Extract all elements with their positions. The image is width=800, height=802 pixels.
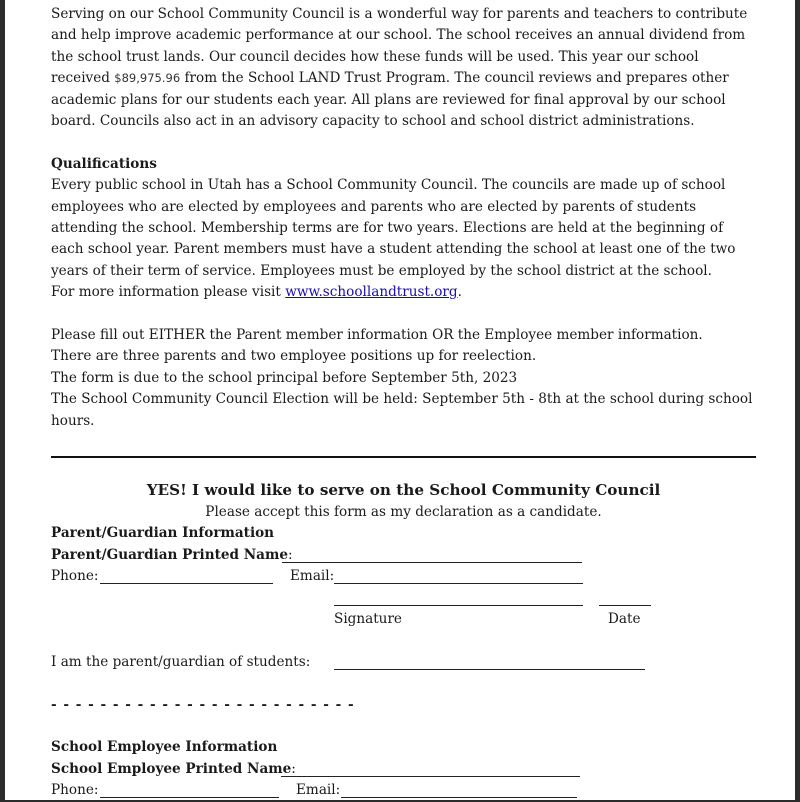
signature-label: Signature — [334, 610, 402, 627]
employee-contact-row — [51, 780, 756, 801]
school-land-trust-link[interactable]: www.schoollandtrust.org — [285, 284, 458, 301]
intro-text-a: Serving on our School Community Council is a wonderful way for parents and teachers to contribute and help improve academic performance at our school. The school receives an annual dividend from the school trust lands. Our council decides how these funds will be used. This year our school received — [51, 6, 748, 87]
parent-signature-field[interactable] — [334, 591, 583, 606]
parent-phone-label: Phone: — [51, 568, 99, 585]
more-info-line — [51, 282, 756, 303]
qualifications-text: Every public school in Utah has a School Community Council. The councils are made up of school employees who are elected by employees and parents who are elected by parents of students attending the school. Membership terms are for two years. Elections are held at the beginning of each school year. Parent members must have a student attending the school at least one of the two years of their term of service. Employees must be employed by the school district at the school. — [51, 177, 736, 279]
students-label: I am the parent/guardian of students: — [51, 653, 311, 670]
parent-signature-row — [51, 588, 756, 609]
instruction-line-2: There are three parents and two employee positions up for reelection. — [51, 348, 537, 365]
trust-amount: $89,975.96 — [114, 71, 181, 86]
candidate-form — [51, 478, 756, 801]
employee-heading: School Employee Information — [51, 739, 278, 756]
parent-phone-field[interactable] — [100, 569, 273, 584]
instruction-line-3: The form is due to the school principal before September 5th, 2023 — [51, 369, 518, 386]
parent-contact-row — [51, 566, 756, 587]
instruction-line-4: The School Community Council Election will be held: September 5th - 8th at the school during school hours. — [51, 391, 753, 429]
more-info-period: . — [457, 284, 462, 301]
parent-name-label: Parent/Guardian Printed Name — [51, 546, 289, 563]
qualifications-heading: Qualifications — [51, 155, 157, 172]
section-separator: - - - - - - - - - - - - - - - - - - - - - - - - - — [51, 696, 355, 713]
form-title: YES! I would like to serve on the School Community Council — [146, 481, 661, 499]
employee-name-colon: : — [291, 760, 296, 777]
parent-students-row — [51, 652, 756, 673]
more-info-text: For more information please visit — [51, 284, 286, 301]
qualifications-paragraph — [51, 175, 756, 282]
employee-name-label: School Employee Printed Name — [51, 760, 292, 777]
parent-name-field[interactable] — [282, 548, 582, 563]
employee-email-field[interactable] — [341, 783, 577, 798]
students-field[interactable] — [334, 655, 645, 670]
parent-heading: Parent/Guardian Information — [51, 525, 275, 542]
cut-off-text — [51, 0, 515, 1]
parent-signature-labels — [51, 609, 756, 630]
employee-name-row — [51, 759, 756, 780]
employee-email-label: Email: — [296, 782, 341, 799]
parent-name-row — [51, 545, 756, 566]
parent-date-field[interactable] — [599, 591, 651, 606]
document-page — [5, 0, 795, 800]
employee-phone-label: Phone: — [51, 782, 99, 799]
date-label: Date — [608, 610, 641, 627]
intro-paragraph — [51, 4, 756, 132]
parent-name-colon: : — [288, 546, 293, 563]
instruction-line-1: Please fill out EITHER the Parent member information OR the Employee member information. — [51, 327, 703, 344]
parent-email-label: Email: — [290, 568, 335, 585]
parent-email-field[interactable] — [334, 569, 583, 584]
intro-text-b: from the School LAND Trust Program. The council reviews and prepares other academic plans for our students each year. All plans are reviewed for final approval by our school board. Councils also act in an advisory capacity to school and school district administrations. — [51, 70, 729, 130]
employee-name-field[interactable] — [281, 762, 580, 777]
form-subtitle: Please accept this form as my declaration as a candidate. — [205, 504, 602, 520]
document-body — [51, 4, 756, 432]
employee-phone-field[interactable] — [100, 783, 279, 798]
section-divider — [51, 456, 756, 458]
